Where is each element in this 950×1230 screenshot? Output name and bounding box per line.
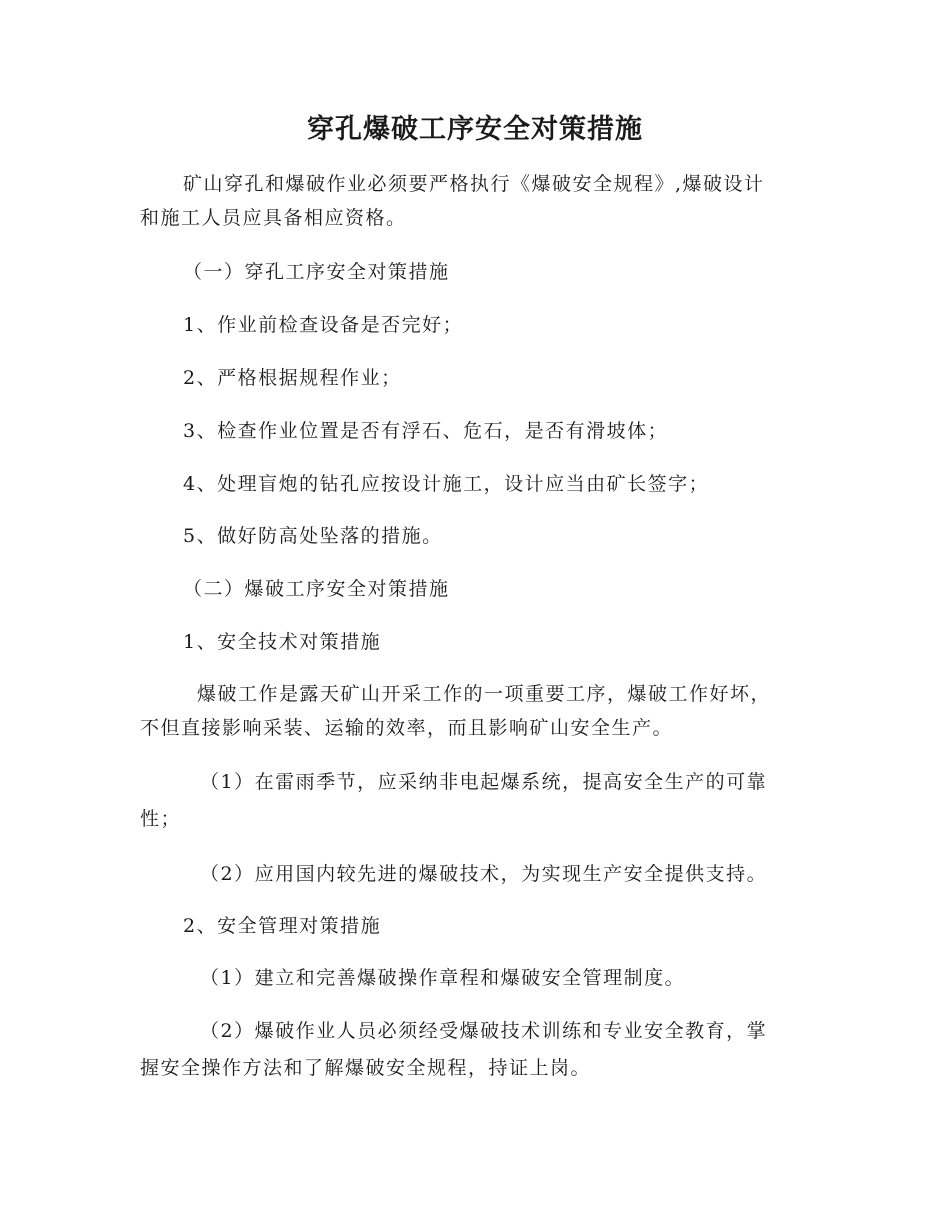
list-item: 2、严格根据规程作业；: [183, 367, 402, 389]
document-title: 穿孔爆破工序安全对策措施: [307, 114, 643, 145]
paragraph-line: 性；: [140, 808, 182, 830]
subsection-heading: 1、安全技术对策措施: [183, 631, 382, 653]
paragraph-line: 不但直接影响采装、运输的效率，而且影响矿山安全生产。: [140, 717, 674, 739]
paragraph-line: 握安全操作方法和了解爆破安全规程，持证上岗。: [140, 1057, 592, 1079]
list-item: 3、检查作业位置是否有浮石、危石，是否有滑坡体；: [183, 420, 669, 442]
paragraph-line: （1）建立和完善爆破操作章程和爆破安全管理制度。: [200, 967, 686, 989]
list-item: 4、处理盲炮的钻孔应按设计施工，设计应当由矿长签字；: [183, 473, 710, 495]
paragraph-line: 和施工人员应具备相应资格。: [140, 207, 407, 229]
paragraph-line: 爆破工作是露天矿山开采工作的一项重要工序，爆破工作好坏，: [197, 683, 772, 705]
section-heading: （二）爆破工序安全对策措施: [183, 578, 450, 600]
paragraph-line: 矿山穿孔和爆破作业必须要严格执行《爆破安全规程》,爆破设计: [183, 173, 765, 195]
paragraph-line: （1）在雷雨季节，应采纳非电起爆系统，提高安全生产的可靠: [200, 771, 768, 793]
list-item: 5、做好防高处坠落的措施。: [183, 525, 443, 547]
subsection-heading: 2、安全管理对策措施: [183, 915, 382, 937]
paragraph-line: （2）爆破作业人员必须经受爆破技术训练和专业安全教育，掌: [200, 1020, 768, 1042]
section-heading: （一）穿孔工序安全对策措施: [183, 261, 450, 283]
list-item: 1、作业前检查设备是否完好；: [183, 314, 464, 336]
paragraph-line: （2）应用国内较先进的爆破技术，为实现生产安全提供支持。: [200, 863, 768, 885]
